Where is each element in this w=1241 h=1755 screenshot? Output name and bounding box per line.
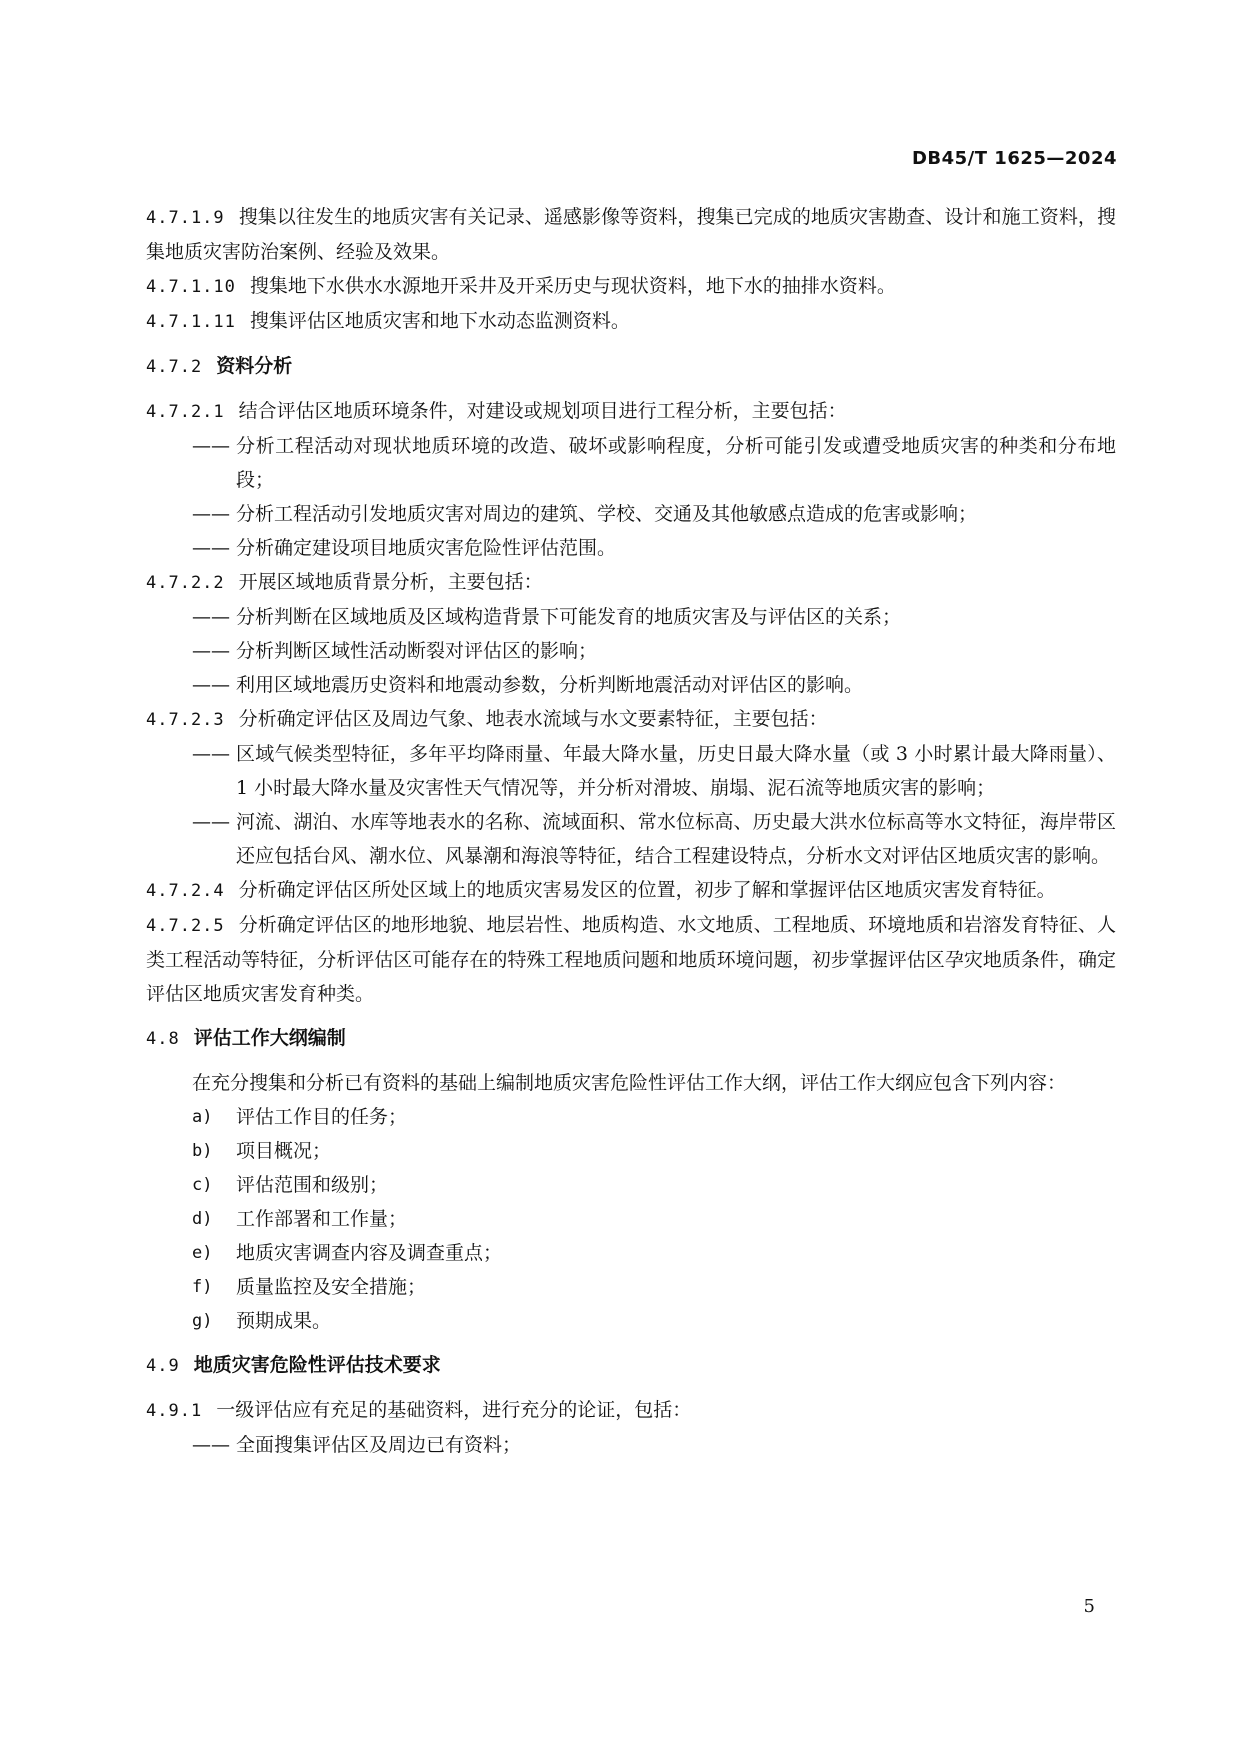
clause-4-7-2-5: 4.7.2.5 分析确定评估区的地形地貌、地层岩性、地质构造、水文地质、工程地质、环境地质和岩溶发育特征、人类工程活动等特征，分析评估区可能存在的特殊工程地质问题和地质环境问题，初步掌握评估区孕灾地质条件，确定评估区地质灾害发育种类。 — [146, 914, 1116, 1005]
dash-item: —— 分析工程活动对现状地质环境的改造、破坏或影响程度，分析可能引发或遭受地质灾害的种类和分布地段； — [192, 435, 1116, 491]
dash-item: —— 河流、湖泊、水库等地表水的名称、流域面积、常水位标高、历史最大洪水位标高等水文特征，海岸带区还应包括台风、潮水位、风暴潮和海浪等特征，结合工程建设特点，分析水文对评估区地质灾害的影响。 — [192, 811, 1116, 867]
clause-4-7-1-10: 4.7.1.10 搜集地下水供水水源地开采井及开采历史与现状资料，地下水的抽排水资料。 — [146, 275, 896, 297]
page-content — [146, 200, 1116, 1462]
dash-item: —— 全面搜集评估区及周边已有资料； — [192, 1434, 522, 1456]
clause-4-7-2-3: 4.7.2.3 分析确定评估区及周边气象、地表水流域与水文要素特征，主要包括： — [146, 708, 828, 730]
clause-4-7-2-4: 4.7.2.4 分析确定评估区所处区域上的地质灾害易发区的位置，初步了解和掌握评估区地质灾害发育特征。 — [146, 879, 1056, 901]
dash-item: —— 分析工程活动引发地质灾害对周边的建筑、学校、交通及其他敏感点造成的危害或影响； — [192, 503, 978, 525]
clause-4-7-2-1: 4.7.2.1 结合评估区地质环境条件，对建设或规划项目进行工程分析，主要包括： — [146, 400, 847, 422]
dash-item: —— 利用区域地震历史资料和地震动参数，分析判断地震活动对评估区的影响。 — [192, 674, 864, 696]
heading-4-7-2: 4.7.2 资料分析 — [146, 355, 293, 377]
page-number: 5 — [1083, 1596, 1095, 1617]
list-item: b) 项目概况； — [192, 1140, 332, 1162]
clause-4-7-2-2: 4.7.2.2 开展区域地质背景分析，主要包括： — [146, 571, 543, 593]
heading-4-8: 4.8 评估工作大纲编制 — [146, 1027, 346, 1049]
heading-4-9: 4.9 地质灾害危险性评估技术要求 — [146, 1354, 441, 1376]
dash-item: —— 分析判断区域性活动断裂对评估区的影响； — [192, 640, 598, 662]
list-item: c) 评估范围和级别； — [192, 1174, 389, 1196]
list-item: e) 地质灾害调查内容及调查重点； — [192, 1242, 503, 1264]
section-4-8-intro: 在充分搜集和分析已有资料的基础上编制地质灾害危险性评估工作大纲，评估工作大纲应包含下列内容： — [192, 1072, 1067, 1094]
dash-item: —— 分析确定建设项目地质灾害危险性评估范围。 — [192, 537, 617, 559]
list-item: g) 预期成果。 — [192, 1310, 332, 1332]
list-item: a) 评估工作目的任务； — [192, 1106, 408, 1128]
clause-4-7-1-9: 4.7.1.9 搜集以往发生的地质灾害有关记录、遥感影像等资料，搜集已完成的地质灾害勘查、设计和施工资料，搜集地质灾害防治案例、经验及效果。 — [146, 206, 1116, 263]
clause-4-7-1-11: 4.7.1.11 搜集评估区地质灾害和地下水动态监测资料。 — [146, 310, 630, 332]
list-item: f) 质量监控及安全措施； — [192, 1276, 427, 1298]
list-item: d) 工作部署和工作量； — [192, 1208, 408, 1230]
dash-item: —— 分析判断在区域地质及区域构造背景下可能发育的地质灾害及与评估区的关系； — [192, 606, 902, 628]
dash-item: —— 区域气候类型特征，多年平均降雨量、年最大降水量，历史日最大降水量（或 3 小时累计最大降雨量）、1 小时最大降水量及灾害性天气情况等，并分析对滑坡、崩塌、泥石流等地质灾害的影响； — [192, 743, 1116, 799]
clause-4-9-1: 4.9.1 一级评估应有充足的基础资料，进行充分的论证，包括： — [146, 1399, 692, 1421]
document-id-header: DB45/T 1625—2024 — [911, 148, 1117, 169]
